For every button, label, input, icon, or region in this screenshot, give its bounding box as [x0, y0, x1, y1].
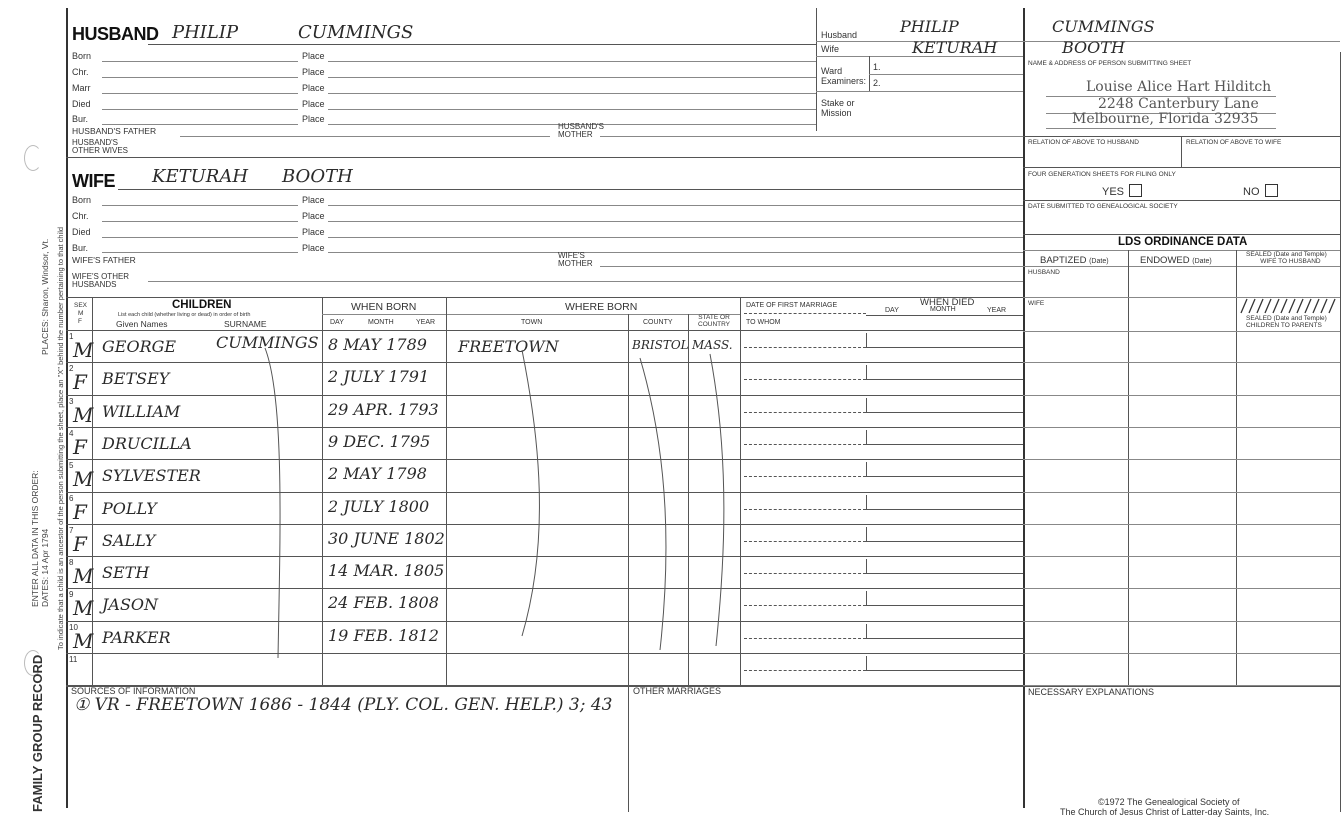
child-birth-county: BRISTOL	[632, 338, 689, 352]
child-given-name: SALLY	[102, 530, 156, 550]
relation-bottom	[1023, 167, 1340, 168]
child-marriage-dash	[744, 670, 866, 671]
child-number: 6	[69, 493, 74, 503]
child-marriage-dash	[744, 412, 866, 413]
summary-husband-label: Husband	[821, 30, 858, 40]
child-died-tick	[866, 527, 867, 541]
child-marriage-dash	[744, 476, 866, 477]
child-number: 4	[69, 428, 74, 438]
stake-label: Stake or Mission	[821, 98, 855, 119]
husband-bur-place-label: Place	[302, 114, 325, 124]
husband-bur-line	[102, 124, 298, 125]
husband-chr-line	[102, 77, 298, 78]
wife-heading: WIFE	[72, 171, 115, 191]
sex-header: SEX M F	[74, 302, 88, 326]
state-header: STATE OR COUNTRY	[698, 314, 731, 328]
far-right-edge	[1340, 52, 1341, 812]
ward-label: Ward Examiners:	[821, 66, 867, 87]
child-sex: M	[73, 402, 94, 427]
lds-sealed-wife-label: SEALED (Date and Temple) WIFE TO HUSBAND	[1246, 251, 1327, 265]
wife-bur-line	[102, 252, 298, 253]
lds-husband-label: HUSBAND	[1028, 269, 1060, 276]
lds-title: LDS ORDINANCE DATA	[1118, 236, 1248, 248]
wife-born-label: Born	[72, 195, 92, 205]
submitter-city: Melbourne, Florida 32935	[1072, 111, 1259, 127]
summary-wife-line	[816, 56, 1023, 57]
wife-other-husbands-line	[148, 281, 1023, 282]
child-marriage-dash	[744, 347, 866, 348]
child-surname: CUMMINGS	[216, 333, 319, 352]
husband-born-label: Born	[72, 51, 92, 61]
wife-surname: BOOTH	[282, 166, 353, 187]
punch-hole-top	[24, 145, 42, 171]
four-gen-no-label: NO	[1243, 186, 1260, 198]
husband-heading: HUSBAND	[72, 24, 159, 44]
wife-mother-label: WIFE'S MOTHER	[558, 251, 593, 269]
child-died-tick	[866, 656, 867, 670]
husband-mother-line	[600, 136, 1023, 137]
child-birth-state: MASS.	[692, 338, 733, 352]
lds-sealed-children-label: SEALED (Date and Temple) CHILDREN TO PARENTS	[1246, 315, 1327, 329]
submitter-line-3	[1046, 128, 1276, 129]
side-title: FAMILY GROUP RECORD	[30, 654, 45, 812]
died-month-header: MONTH	[930, 306, 956, 313]
lds-child-row-line	[1023, 621, 1340, 622]
child-given-name: WILLIAM	[102, 401, 181, 421]
child-number: 7	[69, 525, 74, 535]
wife-died-place-line	[328, 237, 1023, 238]
wife-died-label: Died	[72, 227, 91, 237]
child-given-name: JASON	[102, 595, 159, 615]
child-given-name: POLLY	[102, 498, 157, 518]
summary-wife-label: Wife	[821, 44, 839, 54]
four-gen-yes-label: YES	[1102, 186, 1125, 198]
child-given-name: PARKER	[102, 627, 171, 647]
child-number: 5	[69, 461, 74, 471]
right-column-border	[1023, 8, 1025, 808]
first-marriage-header: DATE OF FIRST MARRIAGE	[746, 302, 838, 309]
child-died-line	[866, 379, 1023, 380]
wife-father-label: WIFE'S FATHER	[72, 255, 136, 265]
other-marriages-divider	[628, 686, 629, 812]
date-submitted-bottom	[1023, 234, 1340, 235]
where-born-header: WHERE BORN	[565, 301, 638, 313]
lds-endowed-label: ENDOWED (Date)	[1140, 255, 1212, 266]
child-number: 3	[69, 396, 74, 406]
submitter-name: Louise Alice Hart Hilditch	[1086, 79, 1272, 95]
child-marriage-dash	[744, 605, 866, 606]
wife-chr-line	[102, 221, 298, 222]
child-marriage-dash	[744, 541, 866, 542]
child-died-tick	[866, 398, 867, 412]
child-died-tick	[866, 495, 867, 509]
given-names-header: Given Names	[116, 319, 168, 329]
day-header: DAY	[330, 319, 344, 326]
summary-wife-given: KETURAH	[912, 38, 998, 57]
husband-name-line	[148, 44, 816, 45]
child-given-name: BETSEY	[102, 369, 170, 389]
husband-died-place-line	[328, 109, 816, 110]
wife-died-place-label: Place	[302, 227, 325, 237]
child-died-line	[866, 573, 1023, 574]
child-died-tick	[866, 430, 867, 444]
summary-husband-given: PHILIP	[900, 17, 959, 36]
child-marriage-dash	[744, 573, 866, 574]
lds-hatch-pattern	[1237, 298, 1340, 314]
lds-child-row-line	[1023, 427, 1340, 428]
child-died-line	[866, 509, 1023, 510]
side-instructions-dates: DATES: 14 Apr 1794	[40, 528, 50, 607]
child-sex: M	[73, 338, 94, 362]
child-number: 10	[69, 622, 78, 632]
husband-born-place-label: Place	[302, 51, 325, 61]
when-born-header: WHEN BORN	[351, 301, 417, 313]
husband-died-line	[102, 109, 298, 110]
child-died-line	[866, 347, 1023, 348]
wife-born-place-line	[328, 205, 1023, 206]
sources-label: SOURCES OF INFORMATION	[71, 686, 196, 696]
child-marriage-dash	[744, 444, 866, 445]
died-header-line	[866, 315, 1023, 316]
town-header: TOWN	[521, 319, 543, 326]
child-birth-town: FREETOWN	[458, 337, 559, 356]
child-birth-date: 14 MAR. 1805	[328, 561, 445, 581]
husband-chr-place-line	[328, 77, 816, 78]
died-day-header: DAY	[885, 307, 899, 314]
died-year-header: YEAR	[987, 307, 1007, 314]
summary-wife-surname: BOOTH	[1062, 38, 1125, 57]
examiner-2: 2.	[873, 78, 881, 88]
child-sex: F	[73, 531, 87, 556]
child-died-tick	[866, 624, 867, 638]
examiner-bottom-line	[816, 91, 1023, 92]
husband-marr-line	[102, 93, 298, 94]
child-died-line	[866, 670, 1023, 671]
child-died-line	[866, 638, 1023, 639]
husband-father-line	[180, 136, 550, 137]
child-given-name: GEORGE	[102, 337, 177, 356]
child-marriage-dash	[744, 638, 866, 639]
child-died-tick	[866, 559, 867, 573]
child-died-line	[866, 412, 1023, 413]
child-birth-date: 2 MAY 1798	[328, 464, 427, 484]
side-instructions-order: ENTER ALL DATA IN THIS ORDER:	[30, 470, 40, 607]
child-given-name: DRUCILLA	[102, 433, 192, 453]
lds-child-row-line	[1023, 459, 1340, 460]
four-gen-no-checkbox[interactable]	[1265, 184, 1278, 197]
child-birth-date: 24 FEB. 1808	[328, 593, 439, 613]
child-number: 2	[69, 364, 74, 374]
husband-given-name: PHILIP	[172, 22, 239, 43]
relation-wife-label: RELATION OF ABOVE TO WIFE	[1186, 139, 1282, 146]
child-died-tick	[866, 591, 867, 605]
lds-child-row-line	[1023, 556, 1340, 557]
submitter-street: 2248 Canterbury Lane	[1098, 96, 1259, 112]
husband-marr-place-label: Place	[302, 83, 325, 93]
when-born-subline	[322, 314, 740, 315]
lds-child-row-line	[1023, 362, 1340, 363]
child-given-name: SYLVESTER	[102, 466, 201, 486]
husband-bur-label: Bur.	[72, 114, 89, 124]
four-gen-label: FOUR GENERATION SHEETS FOR FILING ONLY	[1028, 171, 1176, 178]
child-sex: M	[73, 467, 94, 492]
to-whom-header: TO WHOM	[746, 319, 781, 326]
wife-given-name: KETURAH	[152, 166, 249, 187]
lds-header-bottom	[1023, 266, 1340, 267]
wife-chr-place-line	[328, 221, 1023, 222]
child-died-tick	[866, 333, 867, 347]
child-marriage-dash	[744, 379, 866, 380]
child-number: 1	[69, 332, 74, 341]
children-header-bottom	[66, 330, 1023, 331]
child-died-line	[866, 476, 1023, 477]
child-birth-date: 8 MAY 1789	[328, 335, 427, 354]
summary-divider	[816, 8, 817, 131]
husband-mother-label: HUSBAND'S MOTHER	[558, 122, 604, 140]
sources-text: ① VR - FREETOWN 1686 - 1844 (PLY. COL. GEN. HELP.) 3; 43	[74, 695, 613, 715]
child-sex: M	[73, 564, 94, 589]
explanations-label: NECESSARY EXPLANATIONS	[1028, 687, 1155, 697]
husband-born-line	[102, 61, 298, 62]
husband-other-wives-label: HUSBAND'S OTHER WIVES	[72, 138, 129, 156]
lds-child-row-line	[1023, 524, 1340, 525]
children-instructions: List each child (whether living or dead) in order of birth	[118, 312, 251, 318]
wife-born-place-label: Place	[302, 195, 325, 205]
child-died-line	[866, 444, 1023, 445]
child-number: 9	[69, 590, 74, 600]
lds-child-row-line	[1023, 395, 1340, 396]
marriage-header-dash	[744, 313, 866, 314]
copyright-1: ©1972 The Genealogical Society of	[1098, 797, 1240, 807]
wife-bur-place-label: Place	[302, 243, 325, 253]
child-number: 11	[69, 655, 78, 664]
when-died-header: WHEN DIED	[920, 297, 975, 308]
relation-husband-label: RELATION OF ABOVE TO HUSBAND	[1028, 139, 1139, 146]
husband-section-bottom	[66, 157, 1023, 158]
child-birth-date: 29 APR. 1793	[328, 399, 439, 419]
husband-chr-place-label: Place	[302, 67, 325, 77]
children-title: CHILDREN	[172, 299, 232, 311]
wife-born-line	[102, 205, 298, 206]
wife-died-line	[102, 237, 298, 238]
lds-baptized-label: BAPTIZED (Date)	[1040, 255, 1109, 266]
husband-died-label: Died	[72, 99, 91, 109]
child-marriage-dash	[744, 509, 866, 510]
examiner-1: 1.	[873, 62, 881, 72]
child-died-tick	[866, 365, 867, 379]
county-header: COUNTY	[643, 319, 673, 326]
wife-mother-line	[600, 266, 1023, 267]
side-instructions-places: PLACES: Sharon, Windsor, Vt.	[40, 238, 50, 355]
side-instructions-ancestor: To indicate that a child is an ancestor of the person submitting the sheet, place an "X" behind the number pertaining to that child	[56, 226, 65, 650]
other-marriages-label: OTHER MARRIAGES	[633, 686, 722, 696]
child-birth-date: 30 JUNE 1802	[328, 528, 445, 548]
child-number: 8	[69, 558, 74, 568]
child-sex: F	[73, 434, 87, 459]
husband-marr-label: Marr	[72, 83, 91, 93]
child-sex: F	[73, 499, 87, 524]
copyright-2: The Church of Jesus Christ of Latter-day Saints, Inc.	[1060, 807, 1270, 817]
examiner-1-line	[869, 74, 1023, 75]
child-died-line	[866, 541, 1023, 542]
wife-bur-label: Bur.	[72, 243, 89, 253]
child-birth-date: 19 FEB. 1812	[328, 625, 439, 645]
wife-name-line	[118, 189, 1023, 190]
lds-wife-bottom	[1023, 331, 1340, 332]
child-died-line	[866, 605, 1023, 606]
wife-other-husbands-label: WIFE'S OTHER HUSBANDS	[72, 272, 130, 290]
lds-child-row-line	[1023, 492, 1340, 493]
child-birth-date: 9 DEC. 1795	[328, 431, 431, 451]
husband-marr-place-line	[328, 93, 816, 94]
summary-husband-surname: CUMMINGS	[1052, 17, 1155, 36]
child-birth-date: 2 JULY 1800	[328, 496, 430, 516]
year-header: YEAR	[416, 319, 436, 326]
husband-born-place-line	[328, 61, 816, 62]
wife-chr-label: Chr.	[72, 211, 89, 221]
child-given-name: SETH	[102, 563, 150, 583]
child-birth-date: 2 JULY 1791	[328, 367, 430, 387]
child-died-tick	[866, 462, 867, 476]
four-gen-yes-checkbox[interactable]	[1129, 184, 1142, 197]
lds-wife-label: WIFE	[1028, 300, 1045, 307]
surname-header: SURNAME	[224, 319, 267, 329]
four-gen-bottom	[1023, 200, 1340, 201]
child-sex: M	[73, 628, 94, 653]
left-border	[66, 8, 68, 808]
lds-child-row-line	[1023, 588, 1340, 589]
submitter-label: NAME & ADDRESS OF PERSON SUBMITTING SHEET	[1028, 60, 1192, 67]
wife-bur-place-line	[328, 252, 1023, 253]
month-header: MONTH	[368, 319, 394, 326]
child-sex: F	[73, 370, 87, 395]
wife-section-bottom	[66, 297, 1023, 298]
husband-surname: CUMMINGS	[298, 22, 414, 43]
child-sex: M	[73, 596, 94, 621]
husband-father-label: HUSBAND'S FATHER	[72, 126, 157, 136]
relation-divider	[1181, 136, 1182, 167]
lds-child-row-line	[1023, 653, 1340, 654]
husband-chr-label: Chr.	[72, 67, 89, 77]
wife-chr-place-label: Place	[302, 211, 325, 221]
date-submitted-label: DATE SUBMITTED TO GENEALOGICAL SOCIETY	[1028, 203, 1178, 210]
husband-died-place-label: Place	[302, 99, 325, 109]
